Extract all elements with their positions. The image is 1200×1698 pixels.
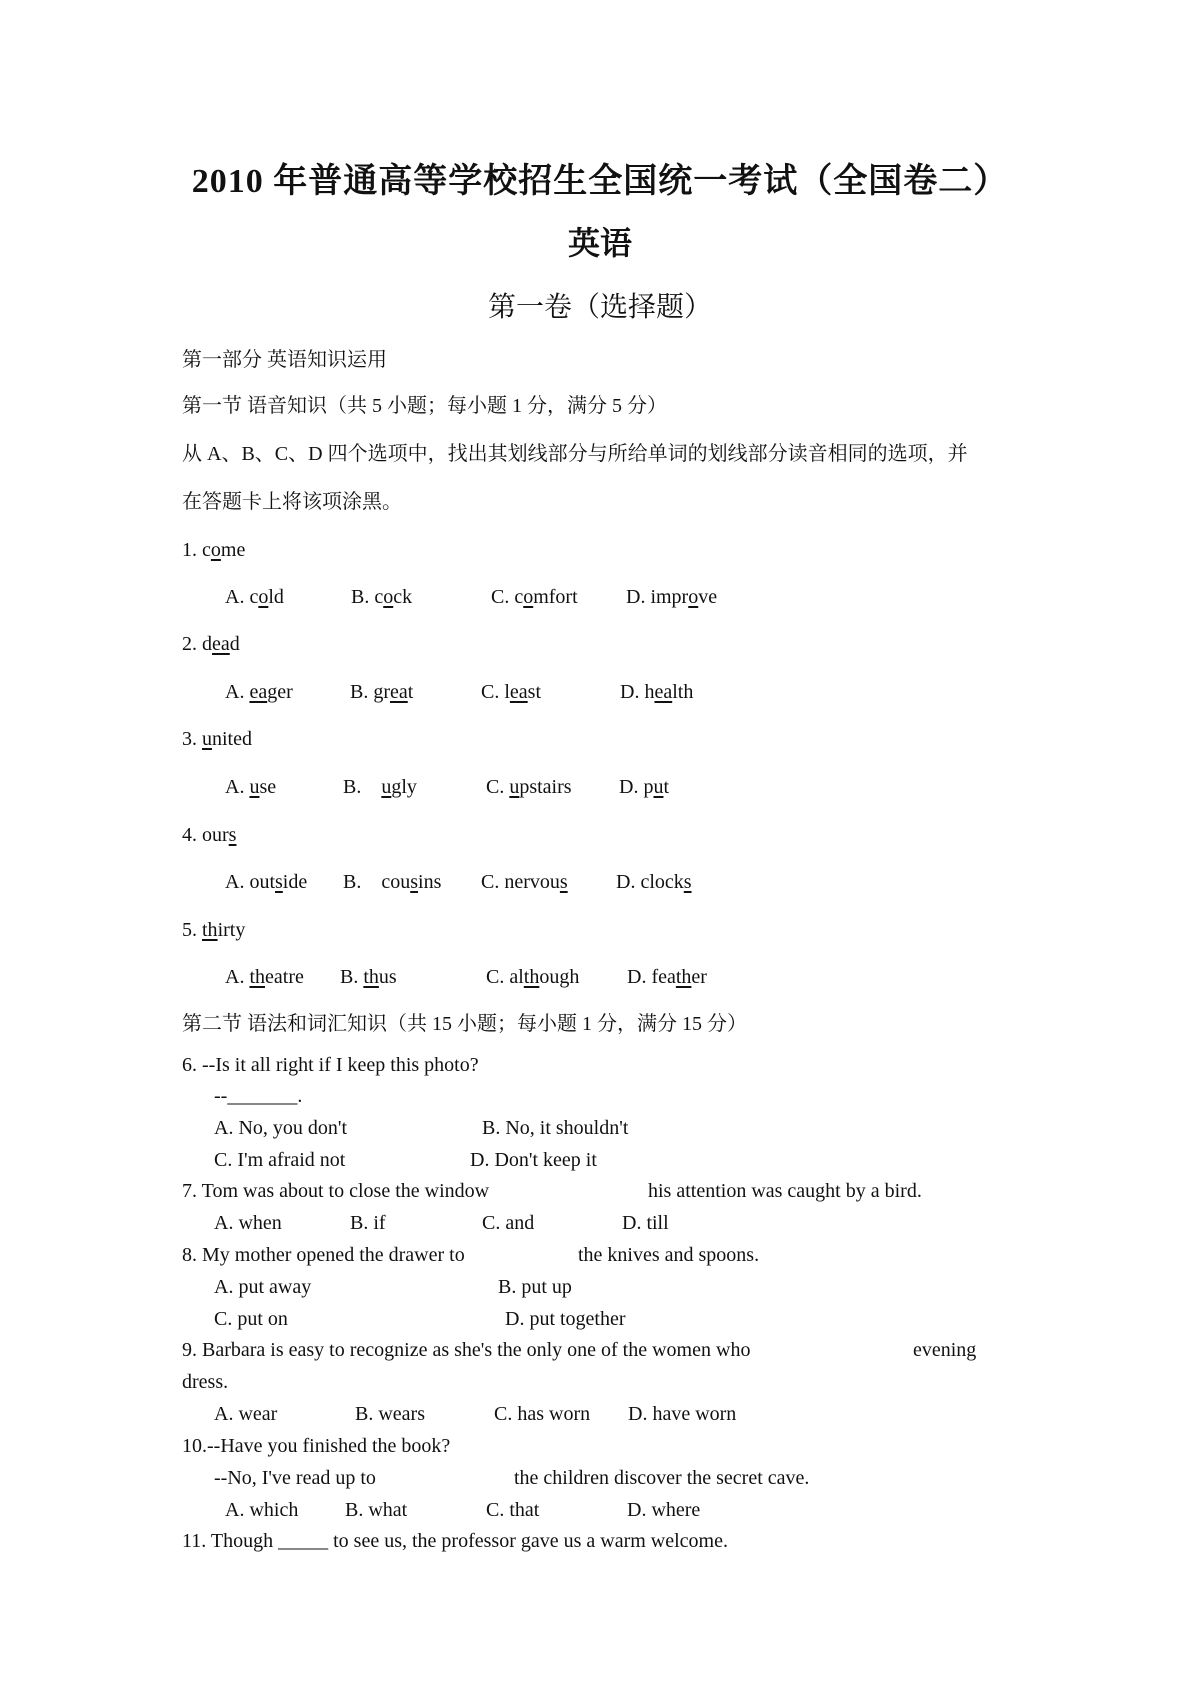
question-2-option-d: D. health bbox=[620, 681, 694, 703]
question-2-option-b: B. great bbox=[350, 681, 414, 703]
question-7-option-a: A. when bbox=[214, 1212, 282, 1234]
question-4-option-a: A. outside bbox=[225, 871, 308, 893]
question-6-reply: --_______. bbox=[214, 1085, 303, 1107]
question-9-stem: 9. Barbara is easy to recognize as she's the only one of the women who bbox=[182, 1339, 751, 1361]
question-3-option-d: D. put bbox=[619, 776, 670, 798]
question-6-stem: 6. --Is it all right if I keep this photo? bbox=[182, 1054, 479, 1076]
section2-heading: 第二节 语法和词汇知识（共 15 小题；每小题 1 分，满分 15 分） bbox=[182, 1013, 747, 1035]
volume-title: 第一卷（选择题） bbox=[487, 292, 712, 323]
question-7-stem: 7. Tom was about to close the window bbox=[182, 1180, 490, 1202]
question-10-option-d: D. where bbox=[627, 1499, 701, 1521]
question-7-option-c: C. and bbox=[482, 1212, 535, 1234]
question-3-option-a: A. use bbox=[225, 776, 277, 798]
question-6-option-c: C. I'm afraid not bbox=[214, 1149, 346, 1171]
question-8-option-d: D. put together bbox=[505, 1308, 626, 1330]
question-4-option-b: B. cousins bbox=[343, 871, 442, 893]
question-5-option-d: D. feather bbox=[627, 966, 707, 988]
question-1-option-a: A. cold bbox=[225, 586, 284, 608]
question-5-option-b: B. thus bbox=[340, 966, 397, 988]
question-6-option-d: D. Don't keep it bbox=[470, 1149, 597, 1171]
section1-instruction: 从 A、B、C、D 四个选项中，找出其划线部分与所给单词的划线部分读音相同的选项，并 bbox=[182, 443, 968, 465]
question-11-stem: 11. Though _____ to see us, the professor gave us a warm welcome. bbox=[182, 1530, 728, 1552]
question-1-stem: 1. come bbox=[182, 539, 246, 561]
question-3-option-c: C. upstairs bbox=[486, 776, 572, 798]
question-3-option-b: B. ugly bbox=[343, 776, 417, 798]
question-1-option-d: D. improve bbox=[626, 586, 718, 608]
question-4-option-d: D. clocks bbox=[616, 871, 692, 893]
question-4-option-c: C. nervous bbox=[481, 871, 568, 893]
question-4-stem: 4. ours bbox=[182, 824, 237, 846]
question-2-stem: 2. dead bbox=[182, 633, 240, 655]
question-10-option-c: C. that bbox=[486, 1499, 540, 1521]
question-9-stem-cont: evening bbox=[913, 1339, 977, 1361]
question-6-option-b: B. No, it shouldn't bbox=[482, 1117, 629, 1139]
question-10-option-a: A. which bbox=[225, 1499, 299, 1521]
question-8-option-b: B. put up bbox=[498, 1276, 572, 1298]
section1-instruction-cont: 在答题卡上将该项涂黑。 bbox=[182, 491, 402, 513]
question-7-option-d: D. till bbox=[622, 1212, 669, 1234]
question-10-reply-cont: the children discover the secret cave. bbox=[514, 1467, 810, 1489]
question-1-option-b: B. cock bbox=[351, 586, 413, 608]
question-9-option-c: C. has worn bbox=[494, 1403, 591, 1425]
question-10-reply: --No, I've read up to bbox=[214, 1467, 376, 1489]
question-5-option-c: C. although bbox=[486, 966, 580, 988]
question-9-option-a: A. wear bbox=[214, 1403, 278, 1425]
question-1-option-c: C. comfort bbox=[491, 586, 578, 608]
question-3-stem: 3. united bbox=[182, 728, 252, 750]
question-8-option-c: C. put on bbox=[214, 1308, 288, 1330]
question-2-option-c: C. least bbox=[481, 681, 542, 703]
question-10-stem: 10.--Have you finished the book? bbox=[182, 1435, 451, 1457]
subject-title: 英语 bbox=[567, 225, 632, 261]
question-7-stem-cont: his attention was caught by a bird. bbox=[648, 1180, 922, 1202]
question-8-stem-cont: the knives and spoons. bbox=[578, 1244, 760, 1266]
question-6-option-a: A. No, you don't bbox=[214, 1117, 348, 1139]
part-heading: 第一部分 英语知识运用 bbox=[182, 349, 387, 371]
section1-heading: 第一节 语音知识（共 5 小题；每小题 1 分，满分 5 分） bbox=[182, 395, 667, 417]
question-10-option-b: B. what bbox=[345, 1499, 408, 1521]
question-7-option-b: B. if bbox=[350, 1212, 386, 1234]
question-2-option-a: A. eager bbox=[225, 681, 293, 703]
exam-title: 2010 年普通高等学校招生全国统一考试（全国卷二） bbox=[191, 163, 1009, 200]
question-5-option-a: A. theatre bbox=[225, 966, 304, 988]
question-8-stem: 8. My mother opened the drawer to bbox=[182, 1244, 465, 1266]
question-5-stem: 5. thirty bbox=[182, 919, 246, 941]
question-9-option-b: B. wears bbox=[355, 1403, 425, 1425]
question-9-stem-end: dress. bbox=[182, 1371, 229, 1393]
question-9-option-d: D. have worn bbox=[628, 1403, 737, 1425]
question-8-option-a: A. put away bbox=[214, 1276, 312, 1298]
